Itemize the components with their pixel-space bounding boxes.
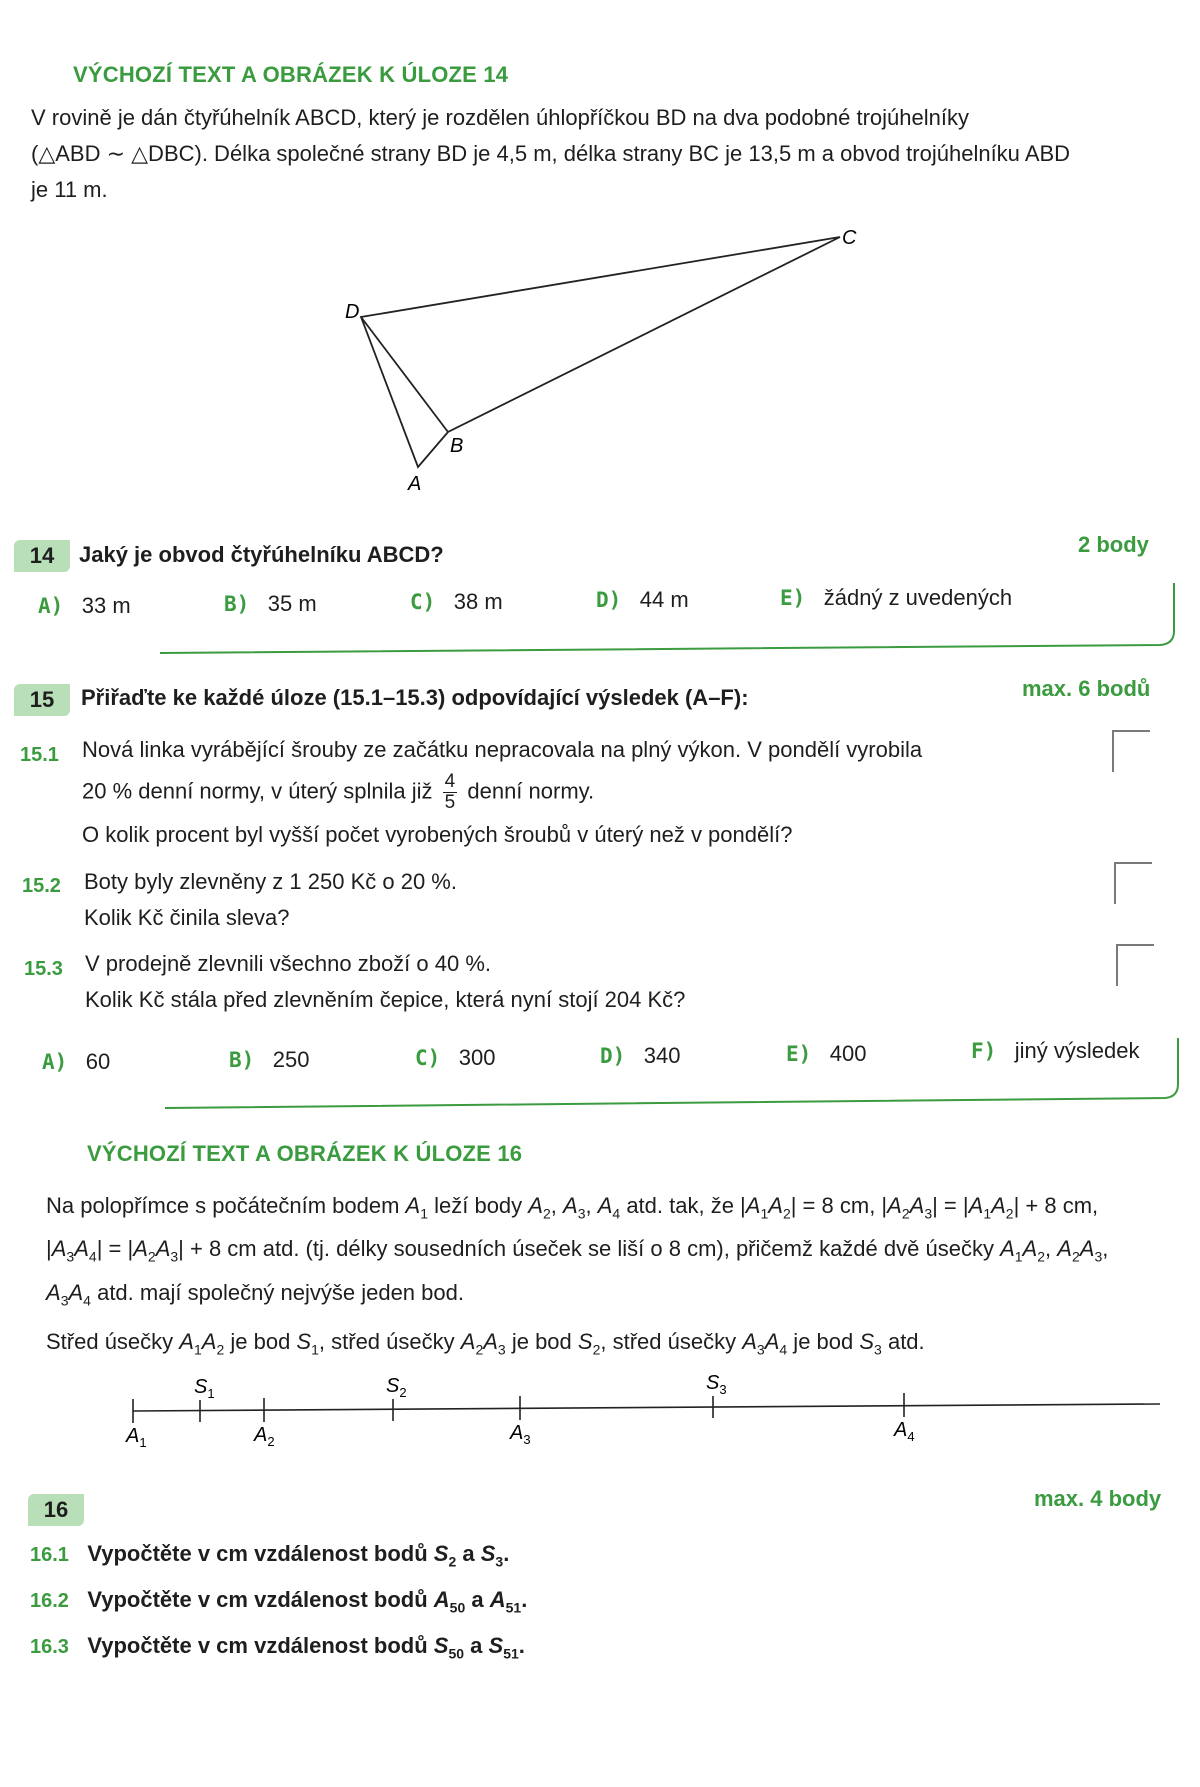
option-text: 38 m xyxy=(453,589,503,614)
option-letter: F) xyxy=(971,1039,997,1063)
subtask-number-15-3: 15.3 xyxy=(24,958,63,980)
subtask-line: Kolik Kč stála před zlevněním čepice, která nyní stojí 204 Kč? xyxy=(85,987,686,1012)
subtask-number-16-3: 16.3 xyxy=(30,1636,69,1658)
point-label-s2: $S_2$ xyxy=(386,1375,407,1400)
task-number-16: 16 xyxy=(28,1494,84,1526)
intro-line-3: $A_3A_4$ atd. mají společný nejvýše jeden bod. xyxy=(46,1279,464,1309)
point-label-a4: $A_4$ xyxy=(894,1419,915,1444)
option-letter: C) xyxy=(415,1046,441,1070)
subtask-line: Nová linka vyrábějící šrouby ze začátku nepracovala na plný výkon. V pondělí vyrobila xyxy=(82,737,923,762)
option-letter: B) xyxy=(229,1048,255,1072)
section-title-16: VÝCHOZÍ TEXT A OBRÁZEK K ÚLOZE 16 xyxy=(87,1141,523,1166)
option-letter: E) xyxy=(780,586,806,610)
task-16-item-3 xyxy=(30,1633,525,1661)
subtask-number-16-1: 16.1 xyxy=(30,1544,69,1566)
task-16-item-2 xyxy=(30,1587,527,1615)
option-text: 340 xyxy=(643,1043,681,1068)
option-text: jiný výsledek xyxy=(1014,1038,1140,1063)
subtask-number-15-1: 15.1 xyxy=(20,744,59,766)
subtask-line: Boty byly zlevněny z 1 250 Kč o 20 %. xyxy=(84,869,457,894)
quadrilateral-abcd xyxy=(361,237,840,467)
task-question-14: Jaký je obvod čtyřúhelníku ABCD? xyxy=(79,542,444,567)
task-16-item-1 xyxy=(30,1541,509,1569)
option-text: 44 m xyxy=(639,587,689,612)
option-text: 60 xyxy=(85,1049,111,1074)
subtask-line: Kolik Kč činila sleva? xyxy=(84,905,290,930)
subtask-line xyxy=(82,772,1082,813)
option-text: 400 xyxy=(829,1041,867,1066)
subtask-line-part: 20 % denní normy, v úterý splnila již xyxy=(82,778,433,804)
intro-line-1: V rovině je dán čtyřúhelník ABCD, který je rozdělen úhlopříčkou BD na dva podobné trojúhelníky xyxy=(31,105,969,130)
subtask-text-15-3 xyxy=(85,946,1085,1018)
option-letter: C) xyxy=(410,590,436,614)
fraction-numerator: 4 xyxy=(444,771,456,792)
subtask-line-part: denní normy. xyxy=(467,778,595,804)
point-label-s3: $S_3$ xyxy=(706,1372,727,1397)
point-label-a2: $A_2$ xyxy=(254,1424,275,1449)
point-label-a3: $A_3$ xyxy=(510,1422,531,1447)
quadrilateral-figure xyxy=(0,0,1200,510)
subtask-text-16-1: Vypočtěte v cm vzdálenost bodů $S_2$ a $S_3$. xyxy=(87,1541,510,1570)
section-title-14: VÝCHOZÍ TEXT A OBRÁZEK K ÚLOZE 14 xyxy=(73,62,509,87)
vertex-label-c: C xyxy=(842,227,857,249)
vertex-label-b: B xyxy=(450,435,464,457)
fraction-denominator: 5 xyxy=(444,792,456,813)
task-points-15: max. 6 bodů xyxy=(1022,676,1151,701)
fraction-four-fifths xyxy=(443,772,458,813)
subtask-text-16-3: Vypočtěte v cm vzdálenost bodů $S_{50}$ a $S_{51}$. xyxy=(87,1633,525,1662)
option-text: 33 m xyxy=(81,593,131,618)
subtask-number-16-2: 16.2 xyxy=(30,1590,69,1612)
intro-line-4: Střed úsečky $A_1A_2$ je bod $S_1$, střed úsečky $A_2A_3$ je bod $S_2$, střed úsečky $A_3A_4$ je bod $S_3$ atd. xyxy=(46,1329,925,1358)
subtask-line: V prodejně zlevnili všechno zboží o 40 %. xyxy=(85,951,492,976)
option-letter: D) xyxy=(600,1044,626,1068)
point-label-s1: $S_1$ xyxy=(194,1376,215,1401)
task-14-bracket xyxy=(0,575,1200,660)
intro-line-1: Na polopřímce s počátečním bodem $A_1$ leží body $A_2$, $A_3$, $A_4$ atd. tak, že $|A_1A_2| = 8$ cm, $|A_2A_3| = |A_1A_2| + 8$ cm, xyxy=(46,1193,1099,1222)
intro-line-2: (△ABD ∼ △DBC). Délka společné strany BD je 4,5 m, délka strany BC je 13,5 m a obvod trojúhelníku ABD xyxy=(31,141,1071,166)
option-letter: A) xyxy=(42,1050,68,1074)
option-text: 35 m xyxy=(267,591,317,616)
option-letter: D) xyxy=(596,588,622,612)
subtask-text-15-1 xyxy=(82,732,1082,853)
task-question-15: Přiřaďte ke každé úloze (15.1–15.3) odpovídající výsledek (A–F): xyxy=(81,685,749,710)
ray-line xyxy=(133,1404,1160,1411)
task-points-14: 2 body xyxy=(1078,532,1149,557)
answer-box-15-1[interactable] xyxy=(1112,730,1150,772)
diagonal-bd xyxy=(361,317,448,432)
subtask-number-15-2: 15.2 xyxy=(22,875,61,897)
task-15-bracket xyxy=(0,1030,1200,1110)
option-text: 300 xyxy=(458,1045,496,1070)
task-points-16: max. 4 body xyxy=(1034,1486,1162,1511)
intro-text-16 xyxy=(46,1188,1176,1368)
point-label-a1: $A_1$ xyxy=(126,1425,147,1450)
vertex-label-d: D xyxy=(345,301,360,323)
subtask-text-15-2 xyxy=(84,864,1084,936)
task-number-15: 15 xyxy=(14,684,70,716)
subtask-text-16-2: Vypočtěte v cm vzdálenost bodů $A_{50}$ a $A_{51}$. xyxy=(87,1587,528,1616)
answer-box-15-3[interactable] xyxy=(1116,944,1154,986)
option-letter: A) xyxy=(38,594,64,618)
intro-line-2: $|A_3A_4| = |A_2A_3| + 8$ cm atd. (tj. délky sousedních úseček se liší o 8 cm), přičemž každé dvě úsečky $A_1A_2$, $A_2A_3$, xyxy=(46,1236,1109,1265)
option-text: 250 xyxy=(272,1047,310,1072)
subtask-line: O kolik procent byl vyšší počet vyrobených šroubů v úterý než v pondělí? xyxy=(82,822,793,847)
intro-line-3: je 11 m. xyxy=(31,177,108,202)
task-number-14: 14 xyxy=(14,540,70,572)
option-letter: E) xyxy=(786,1042,812,1066)
vertex-label-a: A xyxy=(408,473,422,495)
number-line-figure xyxy=(0,1370,1200,1450)
answer-box-15-2[interactable] xyxy=(1114,862,1152,904)
option-letter: B) xyxy=(224,592,250,616)
option-text: žádný z uvedených xyxy=(823,585,1013,610)
